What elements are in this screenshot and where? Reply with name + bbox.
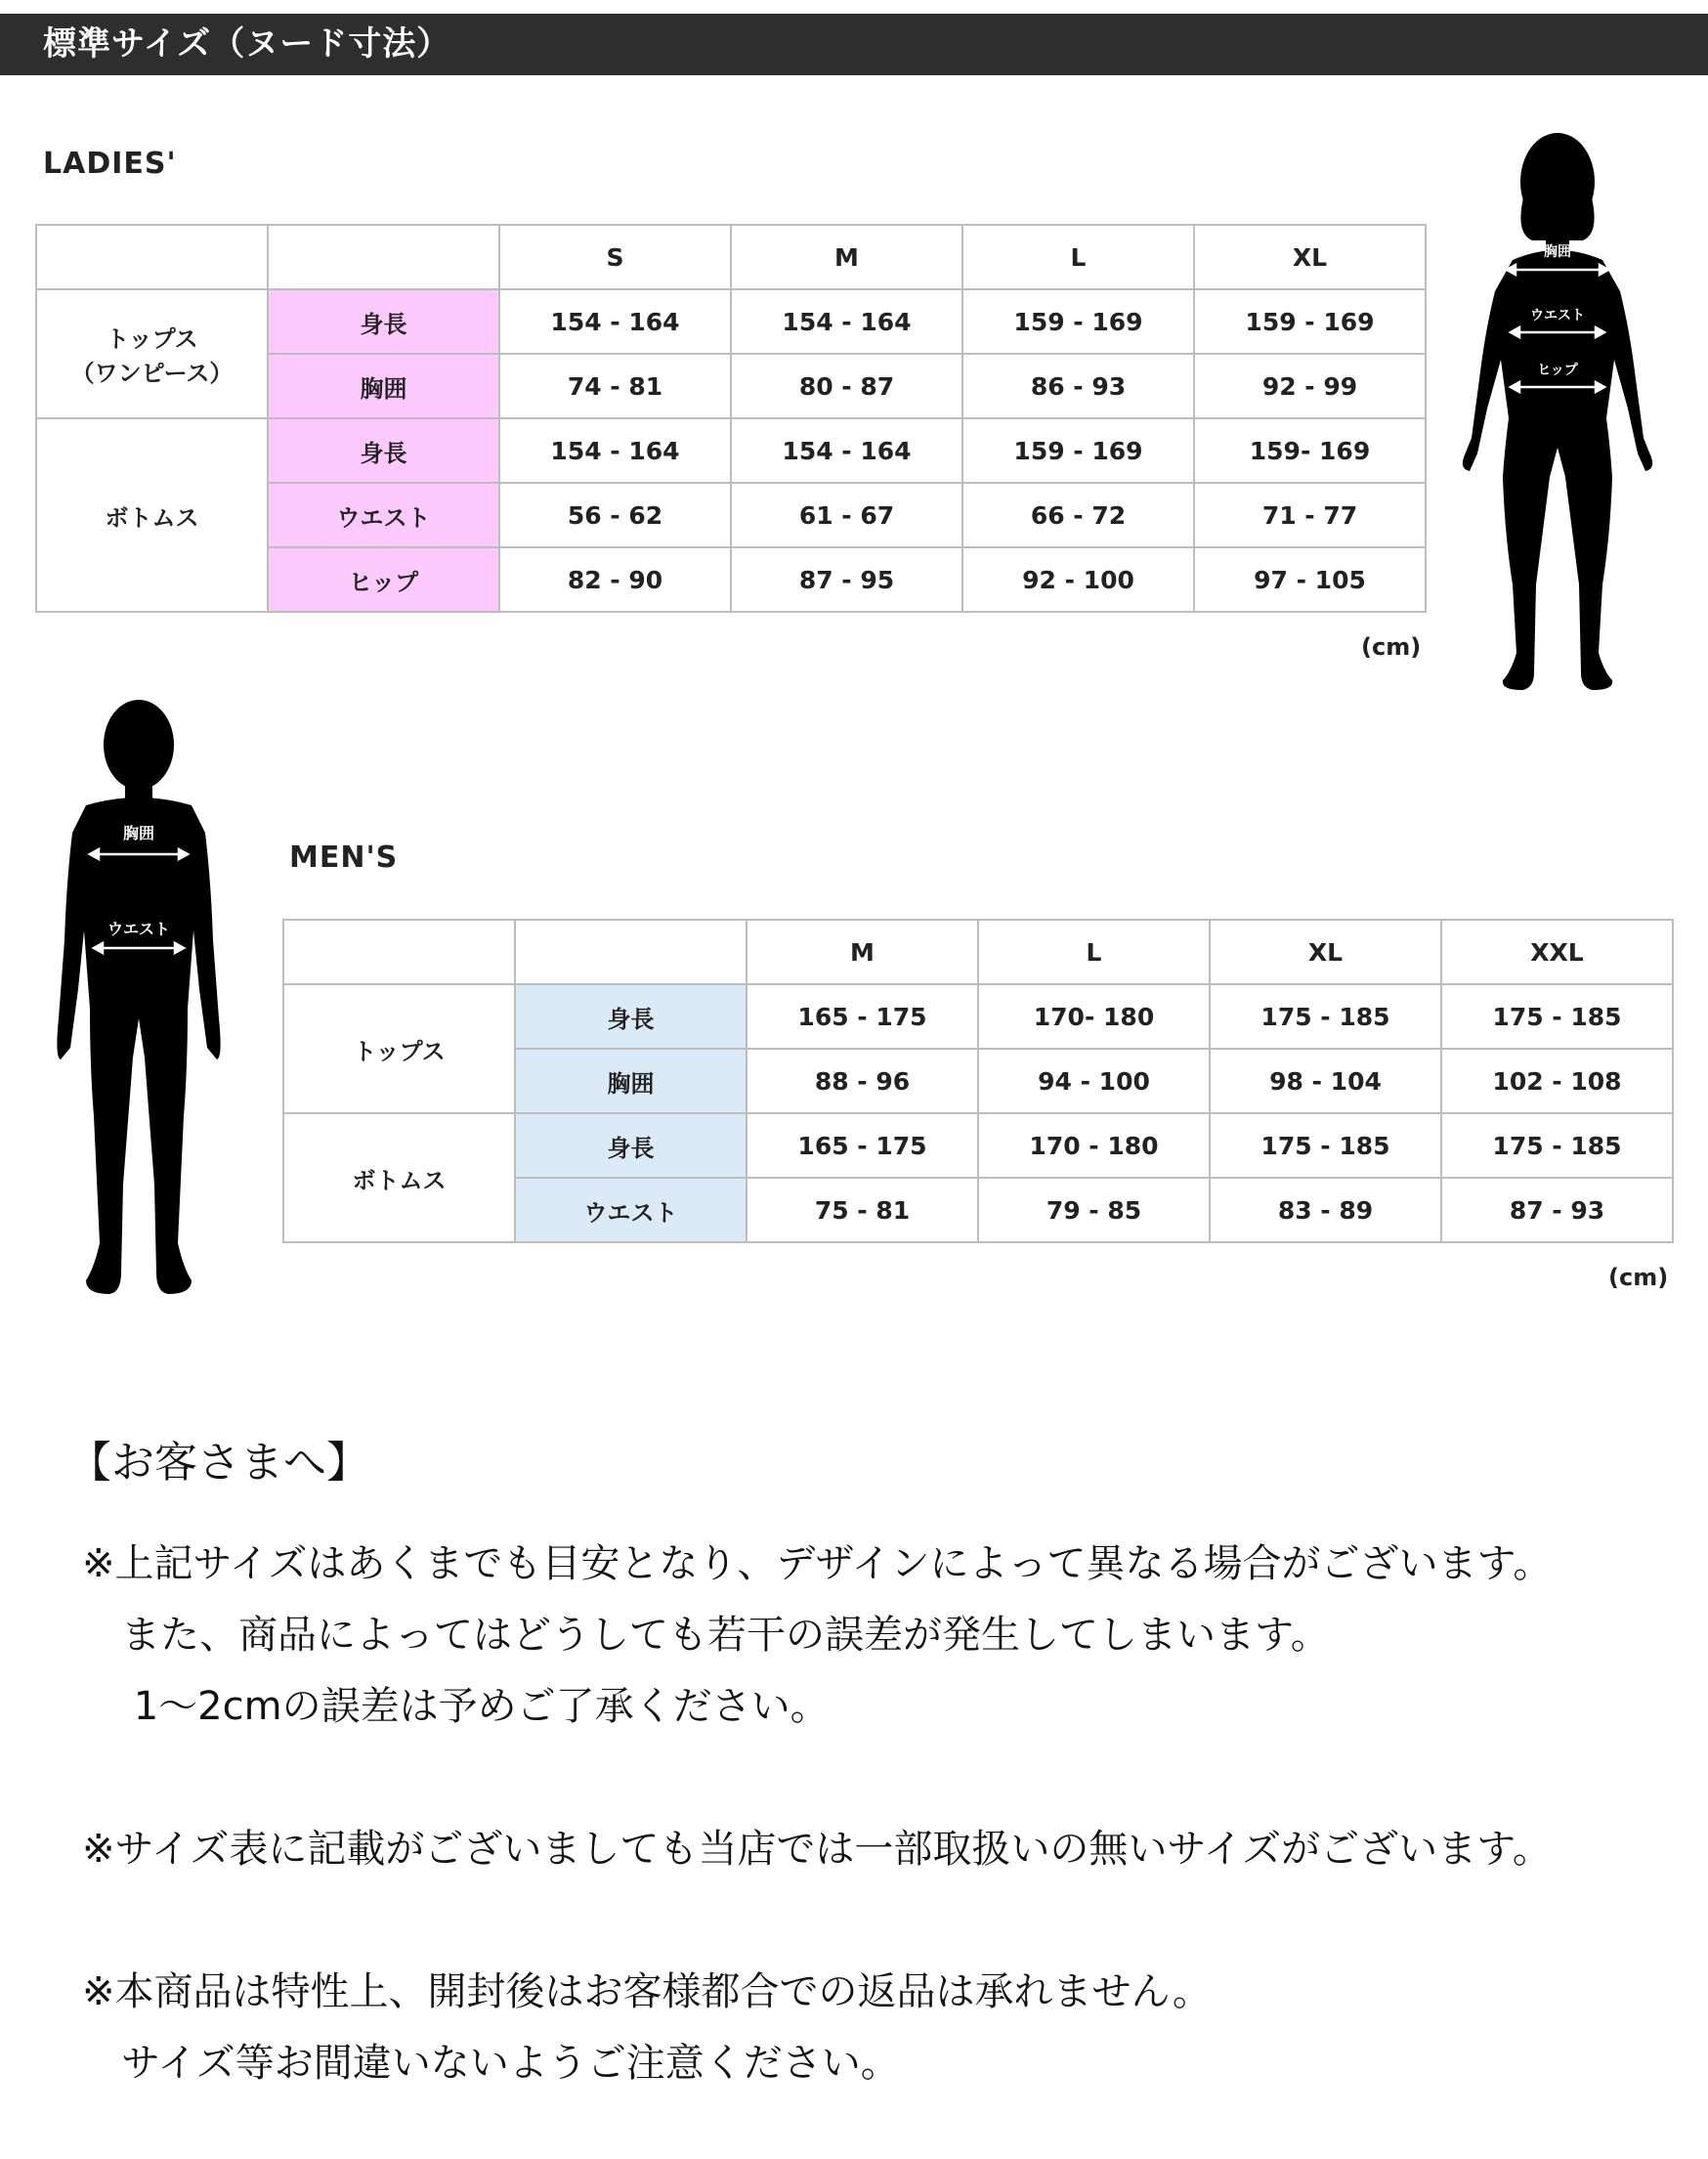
value-cell: 80 - 87: [731, 354, 962, 418]
value-cell: 102 - 108: [1441, 1049, 1673, 1113]
category-label: （ワンピース）: [70, 360, 234, 387]
table-row: [283, 1113, 1673, 1178]
empty-header-cell: [515, 920, 747, 984]
value-cell: 61 - 67: [731, 483, 962, 547]
value-cell: 82 - 90: [499, 547, 731, 612]
value-cell: 154 - 164: [499, 289, 731, 354]
value-cell: 154 - 164: [499, 418, 731, 483]
note-line: ※本商品は特性上、開封後はお客様都合での返品は承れません。: [82, 1969, 1212, 2014]
value-cell: 154 - 164: [731, 289, 962, 354]
value-cell: 170- 180: [978, 984, 1210, 1049]
value-cell: 87 - 95: [731, 547, 962, 612]
size-header-cell: M: [747, 920, 978, 984]
value-cell: 94 - 100: [978, 1049, 1210, 1113]
table-row: [36, 418, 1426, 483]
mens-label: MEN'S: [289, 841, 399, 875]
note-line: ※サイズ表に記載がございましても当店では一部取扱いの無いサイズがございます。: [82, 1827, 1552, 1872]
value-cell: 56 - 62: [499, 483, 731, 547]
ladies-label: LADIES': [43, 147, 177, 181]
size-header-cell: XL: [1194, 225, 1426, 289]
female-figure-label: ウエスト: [1530, 308, 1585, 324]
notes-title: 【お客さまへ】: [68, 1438, 369, 1488]
value-cell: 175 - 185: [1441, 1113, 1673, 1178]
measure-label-cell: 身長: [515, 1113, 747, 1178]
value-cell: 87 - 93: [1441, 1178, 1673, 1242]
category-cell: [36, 289, 268, 418]
value-cell: 154 - 164: [731, 418, 962, 483]
measure-label-cell: 身長: [268, 289, 499, 354]
note-item: [82, 1957, 1212, 2099]
value-cell: 175 - 185: [1441, 984, 1673, 1049]
value-cell: 159 - 169: [962, 289, 1194, 354]
male-figure-icon: [51, 696, 227, 1312]
size-header-cell: XXL: [1441, 920, 1673, 984]
ladies-size-table: [35, 224, 1427, 613]
size-header-cell: XL: [1210, 920, 1441, 984]
male-figure-label: 胸囲: [122, 824, 155, 842]
female-figure-label: 胸囲: [1544, 244, 1571, 260]
value-cell: 66 - 72: [962, 483, 1194, 547]
size-header-cell: S: [499, 225, 731, 289]
value-cell: 165 - 175: [747, 1113, 978, 1178]
mens-unit: (cm): [1608, 1264, 1669, 1291]
note-item: [82, 1814, 1552, 1885]
value-cell: 165 - 175: [747, 984, 978, 1049]
table-row: [283, 984, 1673, 1049]
empty-header-cell: [36, 225, 268, 289]
female-figure-label: ヒップ: [1537, 363, 1578, 378]
category-label: ボトムス: [352, 1166, 447, 1194]
measure-label-cell: ウエスト: [268, 483, 499, 547]
note-item: [82, 1529, 1552, 1743]
value-cell: 92 - 99: [1194, 354, 1426, 418]
value-cell: 159 - 169: [962, 418, 1194, 483]
value-cell: 175 - 185: [1210, 984, 1441, 1049]
ladies-unit: (cm): [1361, 633, 1422, 661]
value-cell: 75 - 81: [747, 1178, 978, 1242]
value-cell: 170 - 180: [978, 1113, 1210, 1178]
value-cell: 86 - 93: [962, 354, 1194, 418]
value-cell: 71 - 77: [1194, 483, 1426, 547]
category-cell: [283, 1113, 515, 1242]
note-line: ※上記サイズはあくまでも目安となり、デザインによって異なる場合がございます。: [82, 1541, 1553, 1586]
category-cell: [36, 418, 268, 612]
male-figure-label: ウエスト: [107, 920, 171, 938]
measure-label-cell: 胸囲: [268, 354, 499, 418]
empty-header-cell: [283, 920, 515, 984]
value-cell: 98 - 104: [1210, 1049, 1441, 1113]
category-label: トップス: [106, 325, 198, 353]
measure-label-cell: 身長: [515, 984, 747, 1049]
category-label: ボトムス: [105, 503, 199, 532]
measure-label-cell: ヒップ: [268, 547, 499, 612]
measure-label-cell: 胸囲: [515, 1049, 747, 1113]
category-cell: [283, 984, 515, 1113]
category-label: トップス: [353, 1037, 446, 1065]
value-cell: 159 - 169: [1194, 289, 1426, 354]
value-cell: 175 - 185: [1210, 1113, 1441, 1178]
note-line: また、商品によってはどうしても若干の誤差が発生してしまいます。: [82, 1613, 1330, 1658]
value-cell: 74 - 81: [499, 354, 731, 418]
note-line: サイズ等お間違いないようご注意ください。: [82, 2041, 900, 2086]
table-header-row: [283, 920, 1673, 984]
value-cell: 79 - 85: [978, 1178, 1210, 1242]
table-header-row: [36, 225, 1426, 289]
note-line: 1〜2cmの誤差は予めご了承ください。: [82, 1684, 830, 1729]
size-header-cell: L: [962, 225, 1194, 289]
size-header-cell: L: [978, 920, 1210, 984]
value-cell: 159- 169: [1194, 418, 1426, 483]
female-figure-icon: [1456, 125, 1659, 710]
size-header-cell: M: [731, 225, 962, 289]
header-title: 標準サイズ（ヌード寸法）: [0, 14, 1708, 75]
measure-label-cell: ウエスト: [515, 1178, 747, 1242]
empty-header-cell: [268, 225, 499, 289]
mens-size-table: [282, 919, 1674, 1243]
value-cell: 83 - 89: [1210, 1178, 1441, 1242]
table-row: [36, 289, 1426, 354]
value-cell: 97 - 105: [1194, 547, 1426, 612]
value-cell: 92 - 100: [962, 547, 1194, 612]
value-cell: 88 - 96: [747, 1049, 978, 1113]
measure-label-cell: 身長: [268, 418, 499, 483]
